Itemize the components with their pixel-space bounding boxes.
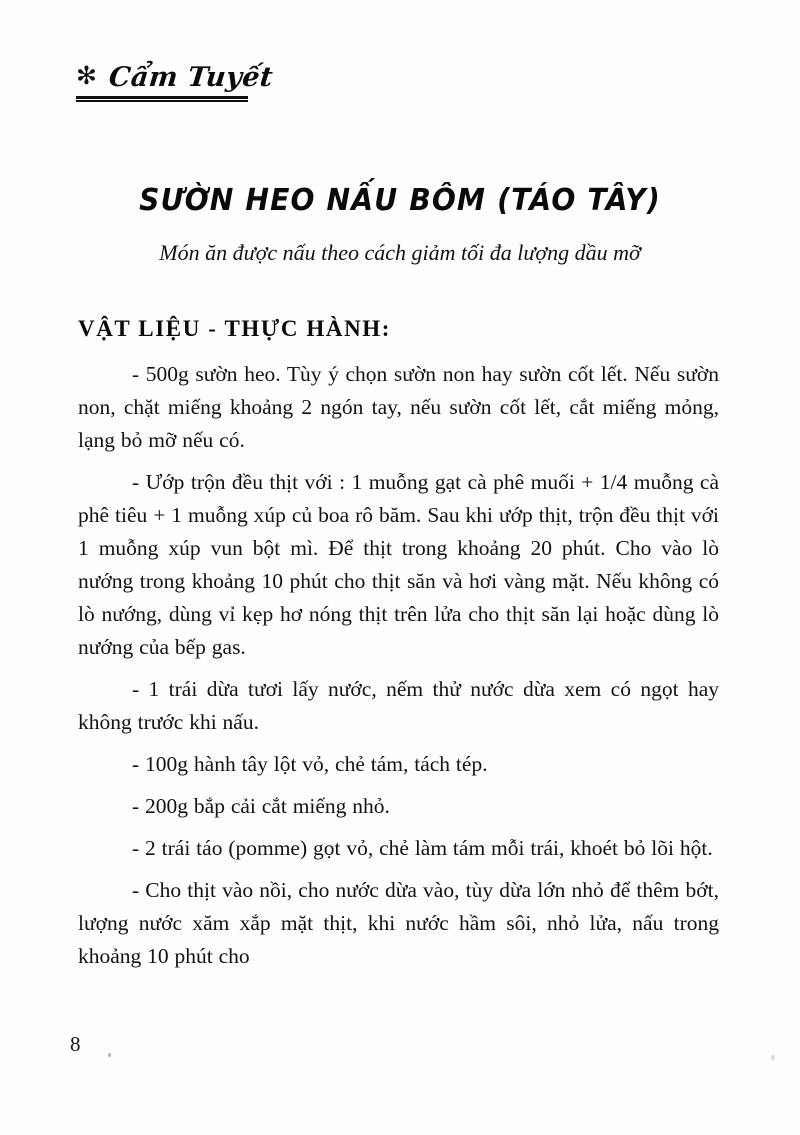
recipe-subtitle: Món ăn được nấu theo cách giảm tối đa lượng dầu mỡ — [159, 240, 641, 265]
recipe-paragraph: - 2 trái táo (pomme) gọt vỏ, chẻ làm tám mỗi trái, khoét bỏ lõi hột. — [132, 836, 713, 860]
scan-speck — [108, 1053, 111, 1057]
recipe-paragraph: - Ướp trộn đều thịt với : 1 muỗng gạt cà phê muối + 1/4 muỗng cà phê tiêu + 1 muỗng xúp củ boa rô băm. Sau khi ướp thịt, trộn đều thịt với 1 muỗng xúp vun bột mì. Để thịt trong khoảng 20 phút. Cho vào lò nướng trong khoảng 10 phút cho thịt săn và hơi vàng mặt. Nếu không có lò nướng, dùng vỉ kẹp hơ nóng thịt trên lửa cho thịt săn lại hoặc dùng lò nướng của bếp gas. — [78, 470, 719, 659]
recipe-paragraph: - 200g bắp cải cắt miếng nhỏ. — [132, 794, 390, 818]
author-banner — [76, 62, 336, 102]
author-line — [76, 62, 336, 93]
recipe-paragraph: - Cho thịt vào nồi, cho nước dừa vào, tùy dừa lớn nhỏ để thêm bớt, lượng nước xăm xắp mặt thịt, khi nước hầm sôi, nhỏ lửa, nấu trong khoảng 10 phút cho — [78, 878, 719, 968]
recipe-title: SƯỜN HEO NẤU BÔM (TÁO TÂY) — [139, 183, 661, 218]
author-name: Cẩm Tuyết — [107, 62, 275, 93]
scan-speck — [771, 1055, 775, 1060]
page-number: 8 — [70, 1032, 81, 1056]
asterisk-star-icon: ✻ — [76, 61, 97, 90]
recipe-paragraph: - 100g hành tây lột vỏ, chẻ tám, tách tép. — [132, 752, 488, 776]
author-double-rule — [76, 96, 248, 102]
recipe-body — [78, 358, 719, 973]
section-heading-ingredients: VẬT LIỆU - THỰC HÀNH: — [78, 316, 392, 341]
recipe-paragraph: - 1 trái dừa tươi lấy nước, nếm thử nước dừa xem có ngọt hay không trước khi nấu. — [78, 677, 719, 734]
recipe-paragraph: - 500g sườn heo. Tùy ý chọn sườn non hay sườn cốt lết. Nếu sườn non, chặt miếng khoảng 2 ngón tay, nếu sườn cốt lết, cắt miếng mỏng, lạng bỏ mỡ nếu có. — [78, 362, 719, 452]
